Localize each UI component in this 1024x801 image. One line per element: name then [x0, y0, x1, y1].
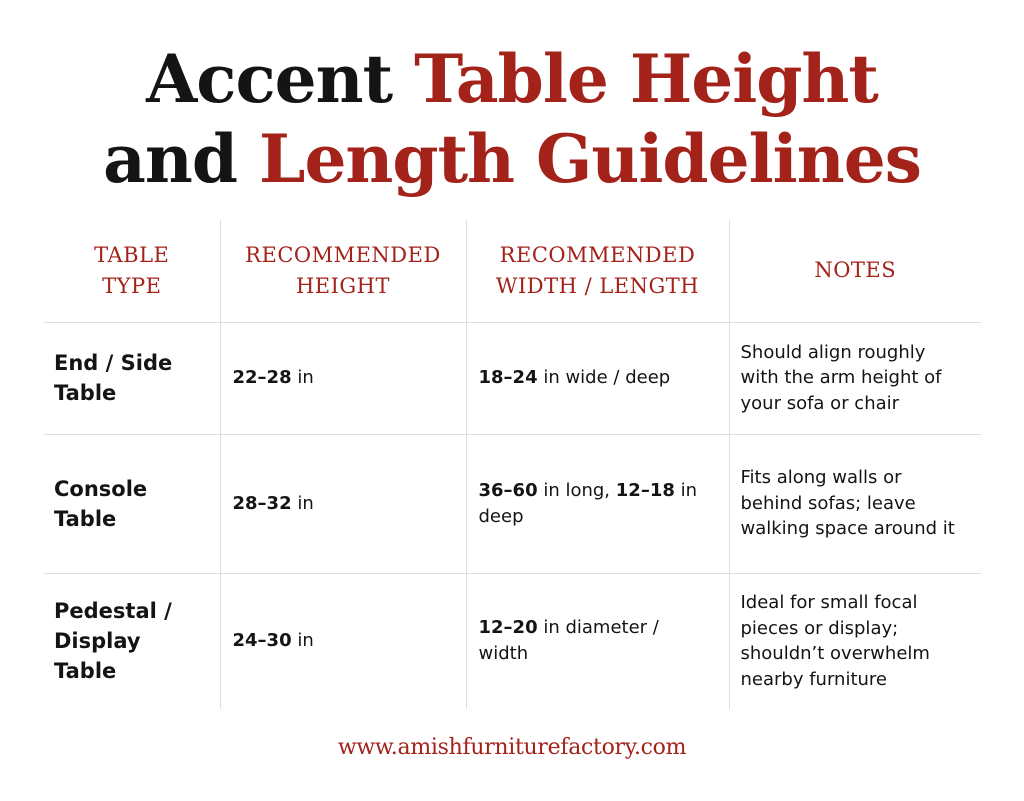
table-header-row [44, 220, 981, 322]
cell-table-type: Pedestal / Display Table [54, 599, 172, 684]
header-recommended-height: RECOMMENDED HEIGHT [220, 220, 466, 322]
cell-table-type: Console Table [54, 476, 148, 531]
cell-width: 12–20 in diameter / width [466, 573, 729, 709]
cell-height: 24–30 in [220, 573, 466, 709]
title-red-words: Table Height [414, 40, 878, 118]
title-dark-word: Accent [146, 40, 393, 118]
title-line-1 [0, 40, 1024, 118]
table-row [44, 322, 981, 434]
footer-website-url: www.amishfurniturefactory.com [337, 735, 687, 760]
cell-table-type: End / Side Table [54, 351, 173, 405]
cell-notes: Should align roughly with the arm height of your sofa or chair [729, 322, 981, 434]
cell-notes: Ideal for small focal pieces or display; shouldn’t overwhelm nearby furniture [729, 573, 981, 709]
cell-width: 36–60 in long, 12–18 in deep [466, 434, 729, 573]
cell-height: 28–32 in [220, 434, 466, 573]
header-table-type: TABLE TYPE [44, 220, 220, 322]
header-recommended-width: RECOMMENDED WIDTH / LENGTH [466, 220, 729, 322]
title-dark-word: and [103, 120, 238, 198]
cell-notes: Fits along walls or behind sofas; leave walking space around it [729, 434, 981, 573]
cell-width: 18–24 in wide / deep [466, 322, 729, 434]
table-row [44, 434, 981, 573]
guidelines-table [44, 220, 981, 709]
header-notes: NOTES [729, 220, 981, 322]
title-line-2 [0, 120, 1024, 198]
table-row [44, 573, 981, 709]
cell-height: 22–28 in [220, 322, 466, 434]
title-red-words: Length Guidelines [259, 120, 921, 198]
